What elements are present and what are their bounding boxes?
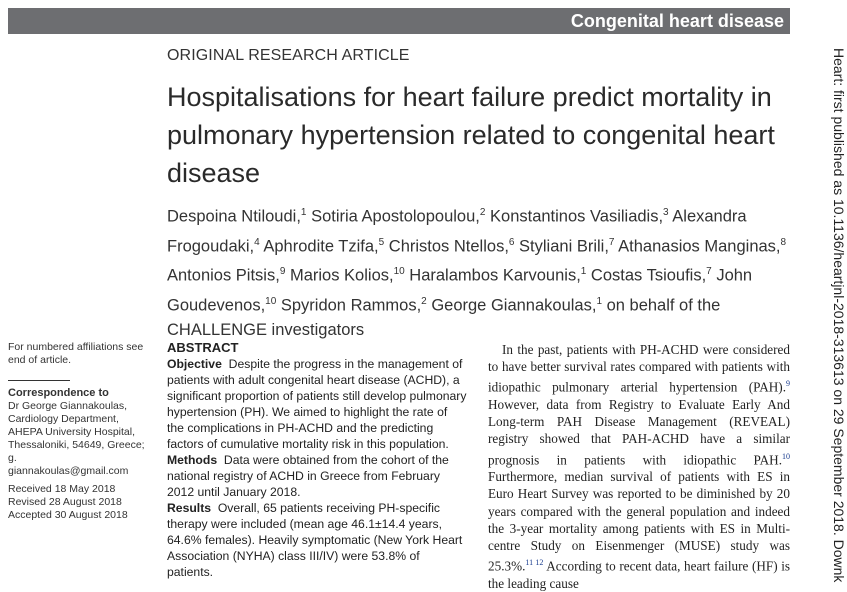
- methods-text: Data were obtained from the cohort of the national registry of ACHD in Greece from February 2012 until January 2018.: [167, 453, 449, 499]
- article-type: ORIGINAL RESEARCH ARTICLE: [167, 47, 410, 64]
- revised-date: Revised 28 August 2018: [8, 496, 122, 508]
- results-text: Overall, 65 patients receiving PH-specific therapy were included (mean age 46.1±14.4 years, 64.6% females). Heavily symptomatic (New York Heart Association (NYHA) class III/IV) were 53.8% of patients.: [167, 501, 463, 579]
- article-title: Hospitalisations for heart failure predict mortality in pulmonary hypertension related to congenital heart disease: [167, 82, 775, 188]
- affiliations-note: For numbered affiliations see end of article.: [8, 341, 144, 366]
- author-list: Despoina Ntiloudi,$^1$ Sotiria Apostolopoulou,$^2$ Konstantinos Vasiliadis,$^3$ Alexandra Frogoudaki,$^4$ Aphrodite Tzifa,$^5$ Christos Ntellos,$^6$ Styliani Brili,$^7$ Athanasios Manginas,$^8$ Antonios Pitsis,$^9$ Marios Kolios,$^{10}$ Haralambos Karvounis,$^1$ Costas Tsioufis,$^7$ John Goudevenos,$^{10}$ Spyridon Rammos,$^2$ George Giannakoulas,$^1$ on behalf of the CHALLENGE investigators: [167, 207, 787, 339]
- correspondence-heading: Correspondence to: [8, 387, 109, 399]
- correspondence-line: Cardiology Department,: [8, 413, 119, 425]
- sidebar-divider: [8, 380, 70, 381]
- section-label: Congenital heart disease: [570, 10, 784, 31]
- dates-block: [8, 483, 153, 522]
- body-paragraph: In the past, patients with PH-ACHD were considered to have better survival rates compared with patients with idiopathic pulmonary arterial hypertension (PAH).$^9$ However, data from Registry to Evaluate Early And Long-term PAH Disease Management (REVEAL) registry showed that PAH-ACHD have a similar prognosis in patients with idiopathic PAH.$^{10}$ Furthermore, median survival of patients with ES in Euro Heart Survey was reported to be diminished by 20 years compared with the general population and indeed the 3-year mortality among patients with ES in Multi-centre Study on Eisenmenger (MUSE) study was 25.3%.$^{11 12}$ According to recent data, heart failure (HF) is the leading cause: [488, 342, 790, 591]
- abstract: [167, 340, 467, 580]
- objective-label: Objective: [167, 357, 222, 371]
- accepted-date: Accepted 30 August 2018: [8, 509, 128, 521]
- abstract-methods: [167, 452, 467, 500]
- section-banner: [8, 8, 790, 34]
- methods-label: Methods: [167, 453, 218, 467]
- correspondence-line: AHEPA University Hospital,: [8, 426, 136, 438]
- received-date: Received 18 May 2018: [8, 483, 116, 495]
- results-label: Results: [167, 501, 212, 515]
- correspondence-email[interactable]: giannakoulas@gmail.com: [8, 465, 129, 477]
- abstract-objective: [167, 356, 467, 452]
- abstract-results: [167, 500, 467, 580]
- abstract-heading: ABSTRACT: [167, 340, 239, 355]
- objective-text: Despite the progress in the management of patients with adult congenital heart disease (ACHD), a significant proportion of patients still develop pulmonary hypertension (PH). We aimed to highlight the rate of the complications in PH-ACHD and the predicting factors of cumulative mortality risk in this population.: [167, 357, 467, 451]
- correspondence-block: [8, 387, 153, 478]
- doi-side-banner: Heart: first published as 10.1136/heartjnl-2018-313613 on 29 September 2018. Downk: [831, 48, 847, 583]
- correspondence-line: Thessaloniki, 54649, Greece; g.: [8, 439, 145, 464]
- correspondence-line: Dr George Giannakoulas,: [8, 400, 128, 412]
